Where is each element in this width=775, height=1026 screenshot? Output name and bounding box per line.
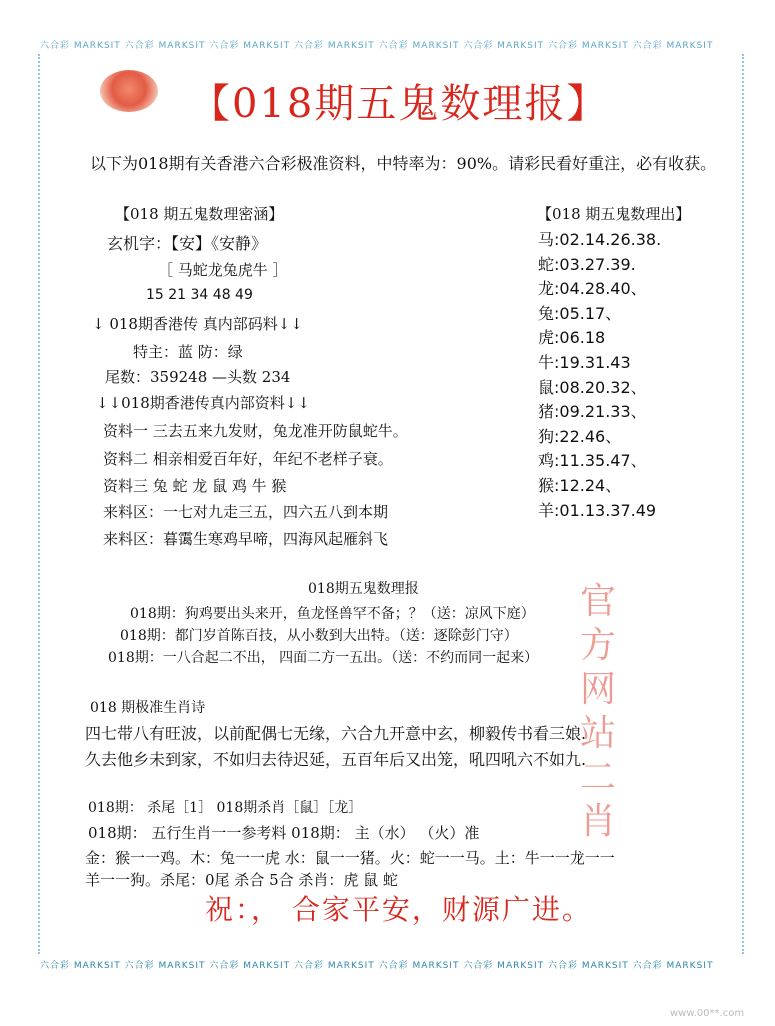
wei-shu-line: 尾数：359248 —头数 234 xyxy=(105,368,291,386)
animals-bracket-line: ［ 马蛇龙兔虎牛 ］ xyxy=(158,261,288,279)
hk-code-header-2: ↓↓018期香港传真内部资料↓↓ xyxy=(96,394,310,412)
element-line-1: 金：猴一一鸡。木：兔一一虎 水：鼠一一猪。火：蛇一一马。土：牛一一龙一一 xyxy=(85,849,615,867)
red-vertical-stamp: 官方网站二肖 xyxy=(580,581,617,842)
zodiac-list-item: 马:02.14.26.38. xyxy=(538,230,662,249)
right-section-header: 【018 期五鬼数理出】 xyxy=(537,205,691,223)
te-zhu-line: 特主：蓝 防：绿 xyxy=(133,343,243,361)
zodiac-list-item: 蛇:03.27.39. xyxy=(538,254,636,274)
poem-line-1: 四七带八有旺波，以前配偶七无缘，六合九开意中玄，柳毅传书看三娘. xyxy=(85,724,587,743)
zodiac-list-item: 牛:19.31.43 xyxy=(538,352,631,372)
kill-line: 018期： 杀尾［1］ 018期杀肖［鼠］［龙］ xyxy=(88,800,363,816)
poem-line-2: 久去他乡未到家，不如归去待迟延，五百年后又出笼，吼四吼六不如九. xyxy=(85,750,587,769)
intro-text: 以下为018期有关香港六合彩极准资料，中特率为：90%。请彩民看好重注，必有收获。 xyxy=(90,154,717,173)
zodiac-list-item: 猪:09.21.33、 xyxy=(538,402,647,422)
mid-line-1: 018期：狗鸡要出头来开，鱼龙怪兽罕不备；？（送：凉风下庭） xyxy=(130,606,535,622)
zodiac-list-item: 虎:06.18 xyxy=(538,328,606,348)
zodiac-number-list xyxy=(538,228,661,523)
xuanji-line: 玄机字：【安】《安静》 xyxy=(107,234,268,253)
lailiao-1-line: 来料区：一七对九走三五，四六五八到本期 xyxy=(103,503,389,521)
zodiac-list-item: 鼠:08.20.32、 xyxy=(538,377,647,397)
zodiac-list-item: 猴:12.24、 xyxy=(538,475,622,495)
ziliao-2-line: 资料二 相亲相爱百年好，年纪不老样子衰。 xyxy=(103,450,393,468)
lailiao-2-line: 来料区：暮霭生寒鸡早啼，四海风起雁斜飞 xyxy=(103,530,389,548)
left-section-header: 【018 期五鬼数理密涵】 xyxy=(115,205,284,223)
poem-title: 018 期极准生肖诗 xyxy=(90,700,206,716)
blessing-text: 祝：， 合家平安，财源广进。 xyxy=(205,893,592,926)
element-line-2: 羊一一狗。杀尾：0尾 杀合 5合 杀肖：虎 鼠 蛇 xyxy=(85,871,398,889)
frame-bottom-border: 六合彩 MARKSIT 六合彩 MARKSIT 六合彩 MARKSIT 六合彩 MARKSIT 六合彩 MARKSIT 六合彩 MARKSIT 六合彩 MARKSIT 六合彩 MARKSIT xyxy=(40,961,714,971)
frame-left-border xyxy=(38,54,52,954)
page-title: 【018期五鬼数理报】 xyxy=(190,81,609,127)
frame-top-border: 六合彩 MARKSIT 六合彩 MARKSIT 六合彩 MARKSIT 六合彩 MARKSIT 六合彩 MARKSIT 六合彩 MARKSIT 六合彩 MARKSIT 六合彩 MARKSIT xyxy=(40,41,714,51)
hk-code-header-1: ↓ 018期香港传 真内部码料↓↓ xyxy=(92,315,303,333)
site-watermark: www.00**.com xyxy=(670,1008,745,1019)
ziliao-1-line: 资料一 三去五来九发财，兔龙准开防鼠蛇牛。 xyxy=(103,422,408,440)
zodiac-list-item: 羊:01.13.37.49 xyxy=(538,500,657,520)
lucky-face-image xyxy=(100,70,158,112)
mid-section-title: 018期五鬼数理报 xyxy=(308,581,419,597)
zodiac-list-item: 龙:04.28.40、 xyxy=(538,279,647,299)
mid-line-3: 018期：一八合起二不出， 四面二方一五出。（送：不约而同一起来） xyxy=(108,650,539,666)
wuxing-line: 018期： 五行生肖一一参考料 018期： 主（水） （火）准 xyxy=(88,824,480,842)
mid-line-2: 018期：都门岁首陈百技，从小数到大出特。（送：逐除彭门守） xyxy=(120,628,518,644)
ziliao-3-line: 资料三 兔 蛇 龙 鼠 鸡 牛 猴 xyxy=(103,477,287,495)
zodiac-list-item: 狗:22.46、 xyxy=(538,426,622,446)
numbers-line: 15 21 34 48 49 xyxy=(146,287,253,303)
zodiac-list-item: 鸡:11.35.47、 xyxy=(538,451,647,471)
zodiac-list-item: 兔:05.17、 xyxy=(538,303,622,323)
frame-right-border xyxy=(742,54,756,954)
